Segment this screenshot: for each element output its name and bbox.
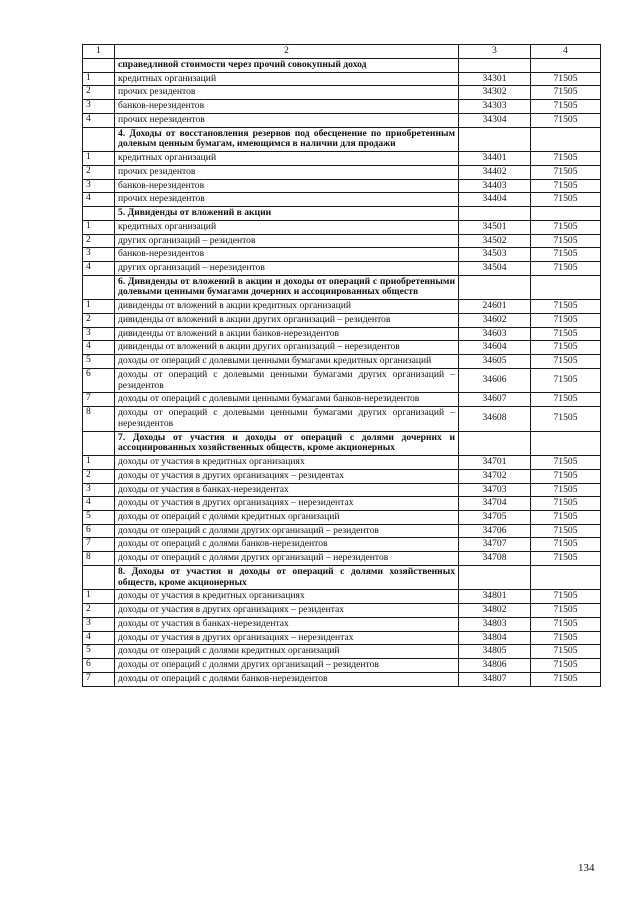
row-number: 1 — [83, 152, 115, 166]
row-code: 34605 — [459, 355, 531, 369]
row-description: дивиденды от вложений в акции других организаций – резидентов — [115, 313, 459, 327]
row-number: 3 — [83, 617, 115, 631]
table-row — [83, 407, 601, 431]
row-code: 34704 — [459, 497, 531, 511]
row-description: доходы от операций с долевыми ценными бумагами других организаций – резидентов — [115, 368, 459, 392]
section-row — [83, 127, 601, 151]
row-number — [83, 127, 115, 151]
row-code: 34807 — [459, 672, 531, 686]
row-number: 6 — [83, 659, 115, 673]
row-code: 34604 — [459, 341, 531, 355]
row-account: 71505 — [531, 552, 601, 566]
header-col-1: 1 — [83, 45, 115, 59]
row-account: 71505 — [531, 313, 601, 327]
row-number: 2 — [83, 469, 115, 483]
row-code: 34501 — [459, 220, 531, 234]
row-description: доходы от операций с долевыми ценными бумагами других организаций – нерезидентов — [115, 407, 459, 431]
row-description: прочих резидентов — [115, 86, 459, 100]
row-code: 34602 — [459, 313, 531, 327]
row-code: 34608 — [459, 407, 531, 431]
row-description: других организаций – резидентов — [115, 234, 459, 248]
row-account: 71505 — [531, 456, 601, 470]
row-description: кредитных организаций — [115, 152, 459, 166]
table-row — [83, 165, 601, 179]
row-account: 71505 — [531, 100, 601, 114]
table-row — [83, 341, 601, 355]
row-description: доходы от операций с долями кредитных организаций — [115, 510, 459, 524]
row-description: доходы от участия в банках-нерезидентах — [115, 617, 459, 631]
row-number: 6 — [83, 368, 115, 392]
row-number: 7 — [83, 538, 115, 552]
row-account — [531, 565, 601, 589]
row-description: доходы от участия в других организациях – резидентах — [115, 469, 459, 483]
row-description: кредитных организаций — [115, 72, 459, 86]
row-code: 34804 — [459, 631, 531, 645]
table-row — [83, 179, 601, 193]
row-account: 71505 — [531, 262, 601, 276]
row-account: 71505 — [531, 165, 601, 179]
row-account: 71505 — [531, 469, 601, 483]
row-description: доходы от операций с долями других организаций – резидентов — [115, 659, 459, 673]
table-row — [83, 72, 601, 86]
row-account: 71505 — [531, 193, 601, 207]
row-description: доходы от операций с долями банков-нерезидентов — [115, 538, 459, 552]
row-code: 34404 — [459, 193, 531, 207]
row-code: 34806 — [459, 659, 531, 673]
row-account — [531, 127, 601, 151]
row-account: 71505 — [531, 113, 601, 127]
row-description: прочих нерезидентов — [115, 193, 459, 207]
row-number — [83, 431, 115, 455]
table-row — [83, 100, 601, 114]
table-row — [83, 193, 601, 207]
table-row — [83, 590, 601, 604]
row-code: 34801 — [459, 590, 531, 604]
row-number: 4 — [83, 113, 115, 127]
row-account: 71505 — [531, 483, 601, 497]
table-row — [83, 552, 601, 566]
row-number: 4 — [83, 341, 115, 355]
row-number: 1 — [83, 590, 115, 604]
row-account: 71505 — [531, 72, 601, 86]
table-row — [83, 368, 601, 392]
row-number: 4 — [83, 262, 115, 276]
row-code: 34703 — [459, 483, 531, 497]
row-description: дивиденды от вложений в акции банков-нерезидентов — [115, 327, 459, 341]
row-account: 71505 — [531, 327, 601, 341]
row-account: 71505 — [531, 248, 601, 262]
row-code: 34502 — [459, 234, 531, 248]
section-title: справедливой стоимости через прочий совокупный доход — [115, 59, 459, 73]
header-col-4: 4 — [531, 45, 601, 59]
section-row — [83, 565, 601, 589]
row-account: 71505 — [531, 220, 601, 234]
row-description: доходы от операций с долевыми ценными бумагами кредитных организаций — [115, 355, 459, 369]
row-account: 71505 — [531, 393, 601, 407]
row-account: 71505 — [531, 631, 601, 645]
section-row — [83, 431, 601, 455]
row-code: 34803 — [459, 617, 531, 631]
row-number: 4 — [83, 193, 115, 207]
row-description: кредитных организаций — [115, 220, 459, 234]
row-code: 34603 — [459, 327, 531, 341]
row-code: 34503 — [459, 248, 531, 262]
row-description: дивиденды от вложений в акции других организаций – нерезидентов — [115, 341, 459, 355]
table-row — [83, 327, 601, 341]
table-row — [83, 220, 601, 234]
row-code: 34504 — [459, 262, 531, 276]
row-number: 2 — [83, 86, 115, 100]
table-row — [83, 234, 601, 248]
table-row — [83, 659, 601, 673]
table-row — [83, 538, 601, 552]
table-row — [83, 469, 601, 483]
table-row — [83, 524, 601, 538]
row-number — [83, 59, 115, 73]
row-code: 34304 — [459, 113, 531, 127]
table-row — [83, 393, 601, 407]
row-description: доходы от операций с долями кредитных организаций — [115, 645, 459, 659]
row-number: 7 — [83, 672, 115, 686]
row-code: 34606 — [459, 368, 531, 392]
table-row — [83, 604, 601, 618]
row-account: 71505 — [531, 341, 601, 355]
row-account — [531, 207, 601, 221]
row-code: 34706 — [459, 524, 531, 538]
row-number: 4 — [83, 631, 115, 645]
row-description: доходы от участия в других организациях – нерезидентах — [115, 497, 459, 511]
row-number: 8 — [83, 552, 115, 566]
row-code: 34403 — [459, 179, 531, 193]
row-number: 2 — [83, 313, 115, 327]
header-row — [83, 45, 601, 59]
row-account: 71505 — [531, 86, 601, 100]
row-account: 71505 — [531, 672, 601, 686]
table-row — [83, 497, 601, 511]
row-code — [459, 207, 531, 221]
row-description: дивиденды от вложений в акции кредитных организаций — [115, 300, 459, 314]
row-description: доходы от участия в кредитных организациях — [115, 590, 459, 604]
section-title: 6. Дивиденды от вложений в акции и доходы от операций с приобретенными долевыми ценными бумагами дочерних и ассоциированных обществ — [115, 275, 459, 299]
row-account — [531, 275, 601, 299]
table-row — [83, 113, 601, 127]
row-description: доходы от участия в кредитных организациях — [115, 456, 459, 470]
row-code: 34607 — [459, 393, 531, 407]
row-description: банков-нерезидентов — [115, 100, 459, 114]
row-description: банков-нерезидентов — [115, 248, 459, 262]
row-number — [83, 565, 115, 589]
row-account: 71505 — [531, 152, 601, 166]
row-description: доходы от операций с долевыми ценными бумагами банков-нерезидентов — [115, 393, 459, 407]
table-row — [83, 672, 601, 686]
row-account: 71505 — [531, 617, 601, 631]
row-number: 3 — [83, 100, 115, 114]
row-number: 6 — [83, 524, 115, 538]
table-row — [83, 313, 601, 327]
row-code — [459, 127, 531, 151]
row-number: 5 — [83, 355, 115, 369]
row-account: 71505 — [531, 368, 601, 392]
row-account: 71505 — [531, 407, 601, 431]
row-description: доходы от участия в других организациях – нерезидентах — [115, 631, 459, 645]
row-code: 34401 — [459, 152, 531, 166]
row-code — [459, 59, 531, 73]
row-number: 3 — [83, 179, 115, 193]
row-description: прочих резидентов — [115, 165, 459, 179]
table-row — [83, 300, 601, 314]
row-code: 34705 — [459, 510, 531, 524]
row-code — [459, 565, 531, 589]
page-number: 134 — [578, 862, 595, 874]
row-code: 34301 — [459, 72, 531, 86]
row-description: других организаций – нерезидентов — [115, 262, 459, 276]
row-number: 1 — [83, 300, 115, 314]
row-code: 34701 — [459, 456, 531, 470]
row-number: 7 — [83, 393, 115, 407]
row-account: 71505 — [531, 355, 601, 369]
row-code: 24601 — [459, 300, 531, 314]
table-row — [83, 617, 601, 631]
table-row — [83, 152, 601, 166]
row-number: 1 — [83, 72, 115, 86]
row-account: 71505 — [531, 234, 601, 248]
row-code: 34303 — [459, 100, 531, 114]
section-row — [83, 275, 601, 299]
accounts-table — [82, 44, 601, 687]
section-title: 7. Доходы от участия и доходы от операций с долями дочерних и ассоциированных хозяйственных обществ, кроме акционерных — [115, 431, 459, 455]
row-account: 71505 — [531, 524, 601, 538]
row-number: 5 — [83, 510, 115, 524]
row-description: доходы от операций с долями банков-нерезидентов — [115, 672, 459, 686]
row-description: доходы от участия в банках-нерезидентах — [115, 483, 459, 497]
row-number: 3 — [83, 248, 115, 262]
row-code: 34805 — [459, 645, 531, 659]
row-number: 2 — [83, 165, 115, 179]
row-description: доходы от операций с долями других организаций – резидентов — [115, 524, 459, 538]
row-code — [459, 275, 531, 299]
table-row — [83, 86, 601, 100]
row-number: 1 — [83, 456, 115, 470]
header-col-2: 2 — [115, 45, 459, 59]
row-code: 34702 — [459, 469, 531, 483]
row-number: 2 — [83, 604, 115, 618]
table-row — [83, 248, 601, 262]
section-row — [83, 207, 601, 221]
row-code: 34402 — [459, 165, 531, 179]
row-account: 71505 — [531, 590, 601, 604]
row-account: 71505 — [531, 300, 601, 314]
row-account: 71505 — [531, 538, 601, 552]
row-account: 71505 — [531, 659, 601, 673]
table-row — [83, 631, 601, 645]
table-row — [83, 456, 601, 470]
row-number: 4 — [83, 497, 115, 511]
row-description: доходы от участия в других организациях – резидентах — [115, 604, 459, 618]
row-description: банков-нерезидентов — [115, 179, 459, 193]
row-account: 71505 — [531, 497, 601, 511]
table-row — [83, 645, 601, 659]
table-row — [83, 262, 601, 276]
row-number: 5 — [83, 645, 115, 659]
row-account — [531, 431, 601, 455]
table-row — [83, 483, 601, 497]
row-number: 1 — [83, 220, 115, 234]
row-account — [531, 59, 601, 73]
section-title: 4. Доходы от восстановления резервов под обесценение по приобретенным долевым ценным бумагам, имеющимся в наличии для продажи — [115, 127, 459, 151]
row-number — [83, 275, 115, 299]
table-row — [83, 510, 601, 524]
header-col-3: 3 — [459, 45, 531, 59]
row-number: 8 — [83, 407, 115, 431]
row-account: 71505 — [531, 645, 601, 659]
table-row — [83, 355, 601, 369]
row-description: прочих нерезидентов — [115, 113, 459, 127]
row-code: 34802 — [459, 604, 531, 618]
row-code: 34302 — [459, 86, 531, 100]
row-account: 71505 — [531, 179, 601, 193]
row-account: 71505 — [531, 510, 601, 524]
section-title: 5. Дивиденды от вложений в акции — [115, 207, 459, 221]
row-code: 34707 — [459, 538, 531, 552]
table-body — [83, 45, 601, 687]
row-number: 3 — [83, 483, 115, 497]
row-code: 34708 — [459, 552, 531, 566]
row-code — [459, 431, 531, 455]
section-title: 8. Доходы от участия и доходы от операций с долями хозяйственных обществ, кроме акционерных — [115, 565, 459, 589]
row-number: 3 — [83, 327, 115, 341]
row-account: 71505 — [531, 604, 601, 618]
section-row — [83, 59, 601, 73]
row-description: доходы от операций с долями других организаций – нерезидентов — [115, 552, 459, 566]
row-number: 2 — [83, 234, 115, 248]
row-number — [83, 207, 115, 221]
